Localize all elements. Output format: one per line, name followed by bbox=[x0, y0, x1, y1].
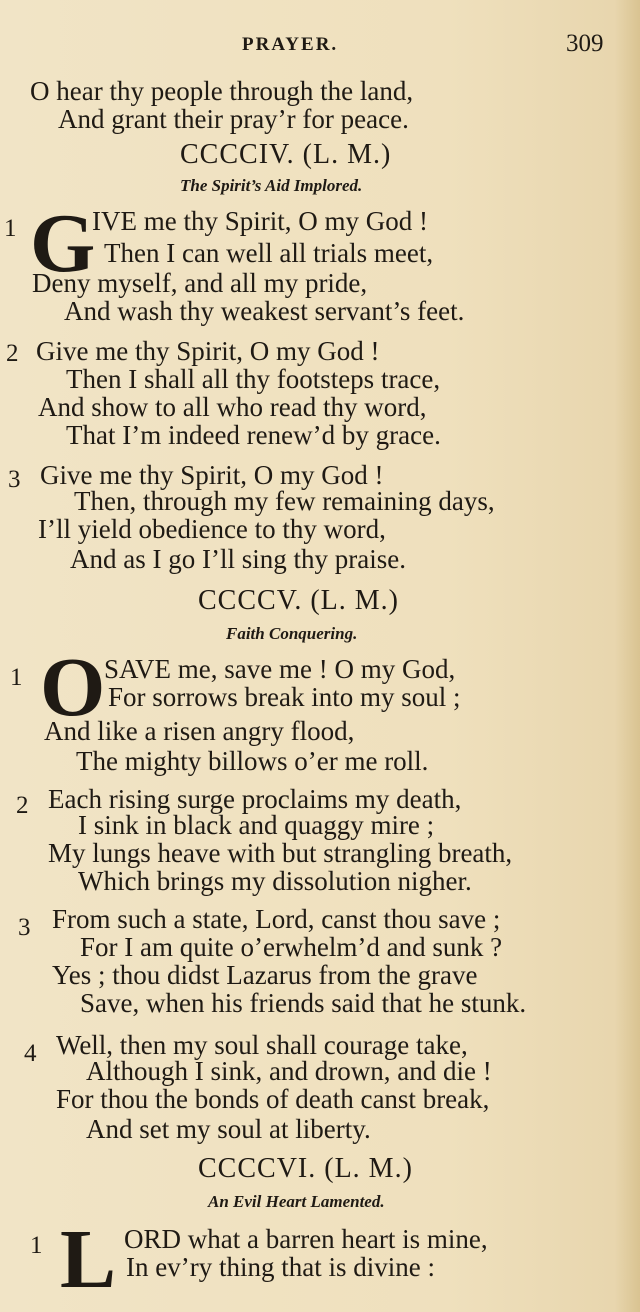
verse-line: Deny myself, and all my pride, bbox=[32, 268, 368, 298]
hymn-title: CCCCV. (L. M.) bbox=[198, 585, 399, 616]
verse-number: 2 bbox=[16, 792, 29, 819]
verse-line: Well, then my soul shall courage take, bbox=[56, 1030, 468, 1060]
verse-line: And set my soul at liberty. bbox=[86, 1114, 371, 1144]
verse-line: Then I can well all trials meet, bbox=[104, 238, 434, 268]
verse-number: 4 bbox=[24, 1040, 37, 1067]
hymn-title: CCCCIV. (L. M.) bbox=[180, 139, 392, 170]
verse-line: Then, through my few remaining days, bbox=[74, 486, 495, 516]
hymn-subtitle: The Spirit’s Aid Implored. bbox=[180, 176, 363, 195]
verse-line: SAVE me, save me ! O my God, bbox=[104, 654, 456, 684]
verse-line: I’ll yield obedience to thy word, bbox=[38, 514, 386, 544]
verse-line: Save, when his friends said that he stunk. bbox=[80, 988, 527, 1018]
verse-line: From such a state, Lord, canst thou save ; bbox=[52, 904, 501, 934]
verse-line: I sink in black and quaggy mire ; bbox=[78, 810, 435, 840]
hymn-title: CCCCVI. (L. M.) bbox=[198, 1153, 413, 1184]
verse-line: O hear thy people through the land, bbox=[30, 76, 414, 106]
verse-line: Although I sink, and drown, and die ! bbox=[86, 1056, 492, 1086]
verse-line: For thou the bonds of death canst break, bbox=[56, 1084, 490, 1114]
verse-line: For I am quite o’erwhelm’d and sunk ? bbox=[80, 932, 503, 962]
drop-cap: L bbox=[60, 1213, 117, 1306]
verse-line: And like a risen angry flood, bbox=[44, 716, 355, 746]
verse-line: Give me thy Spirit, O my God ! bbox=[40, 460, 384, 490]
verse-line: And grant their pray’r for peace. bbox=[58, 104, 409, 134]
verse-number: 1 bbox=[4, 215, 17, 242]
drop-cap: O bbox=[40, 641, 106, 734]
hymn-subtitle: Faith Conquering. bbox=[226, 624, 358, 643]
verse-line: And show to all who read thy word, bbox=[38, 392, 427, 422]
verse-number: 3 bbox=[8, 466, 21, 493]
page-header bbox=[0, 30, 640, 60]
verse-line: And as I go I’ll sing thy praise. bbox=[70, 544, 406, 574]
page-number: 309 bbox=[566, 30, 604, 57]
verse-line: Give me thy Spirit, O my God ! bbox=[36, 336, 380, 366]
verse-line: IVE me thy Spirit, O my God ! bbox=[92, 206, 428, 236]
verse-number: 1 bbox=[10, 664, 23, 691]
verse-line: Then I shall all thy footsteps trace, bbox=[66, 364, 441, 394]
verse-number: 2 bbox=[6, 340, 19, 367]
verse-line: My lungs heave with but strangling breath, bbox=[48, 838, 513, 868]
verse-number: 3 bbox=[18, 914, 31, 941]
verse-line: The mighty billows o’er me roll. bbox=[76, 746, 429, 776]
verse-number: 1 bbox=[30, 1232, 43, 1259]
running-head: PRAYER. bbox=[242, 34, 339, 55]
verse-line: Each rising surge proclaims my death, bbox=[48, 784, 462, 814]
drop-cap: G bbox=[30, 197, 96, 290]
verse-line: For sorrows break into my soul ; bbox=[108, 682, 461, 712]
hymn-subtitle: An Evil Heart Lamented. bbox=[208, 1192, 385, 1211]
verse-line: And wash thy weakest servant’s feet. bbox=[64, 296, 465, 326]
verse-line: ORD what a barren heart is mine, bbox=[124, 1224, 488, 1254]
verse-line: Which brings my dissolution nigher. bbox=[78, 866, 472, 896]
verse-line: Yes ; thou didst Lazarus from the grave bbox=[52, 960, 478, 990]
verse-line: In ev’ry thing that is divine : bbox=[126, 1252, 435, 1282]
verse-line: That I’m indeed renew’d by grace. bbox=[66, 420, 441, 450]
